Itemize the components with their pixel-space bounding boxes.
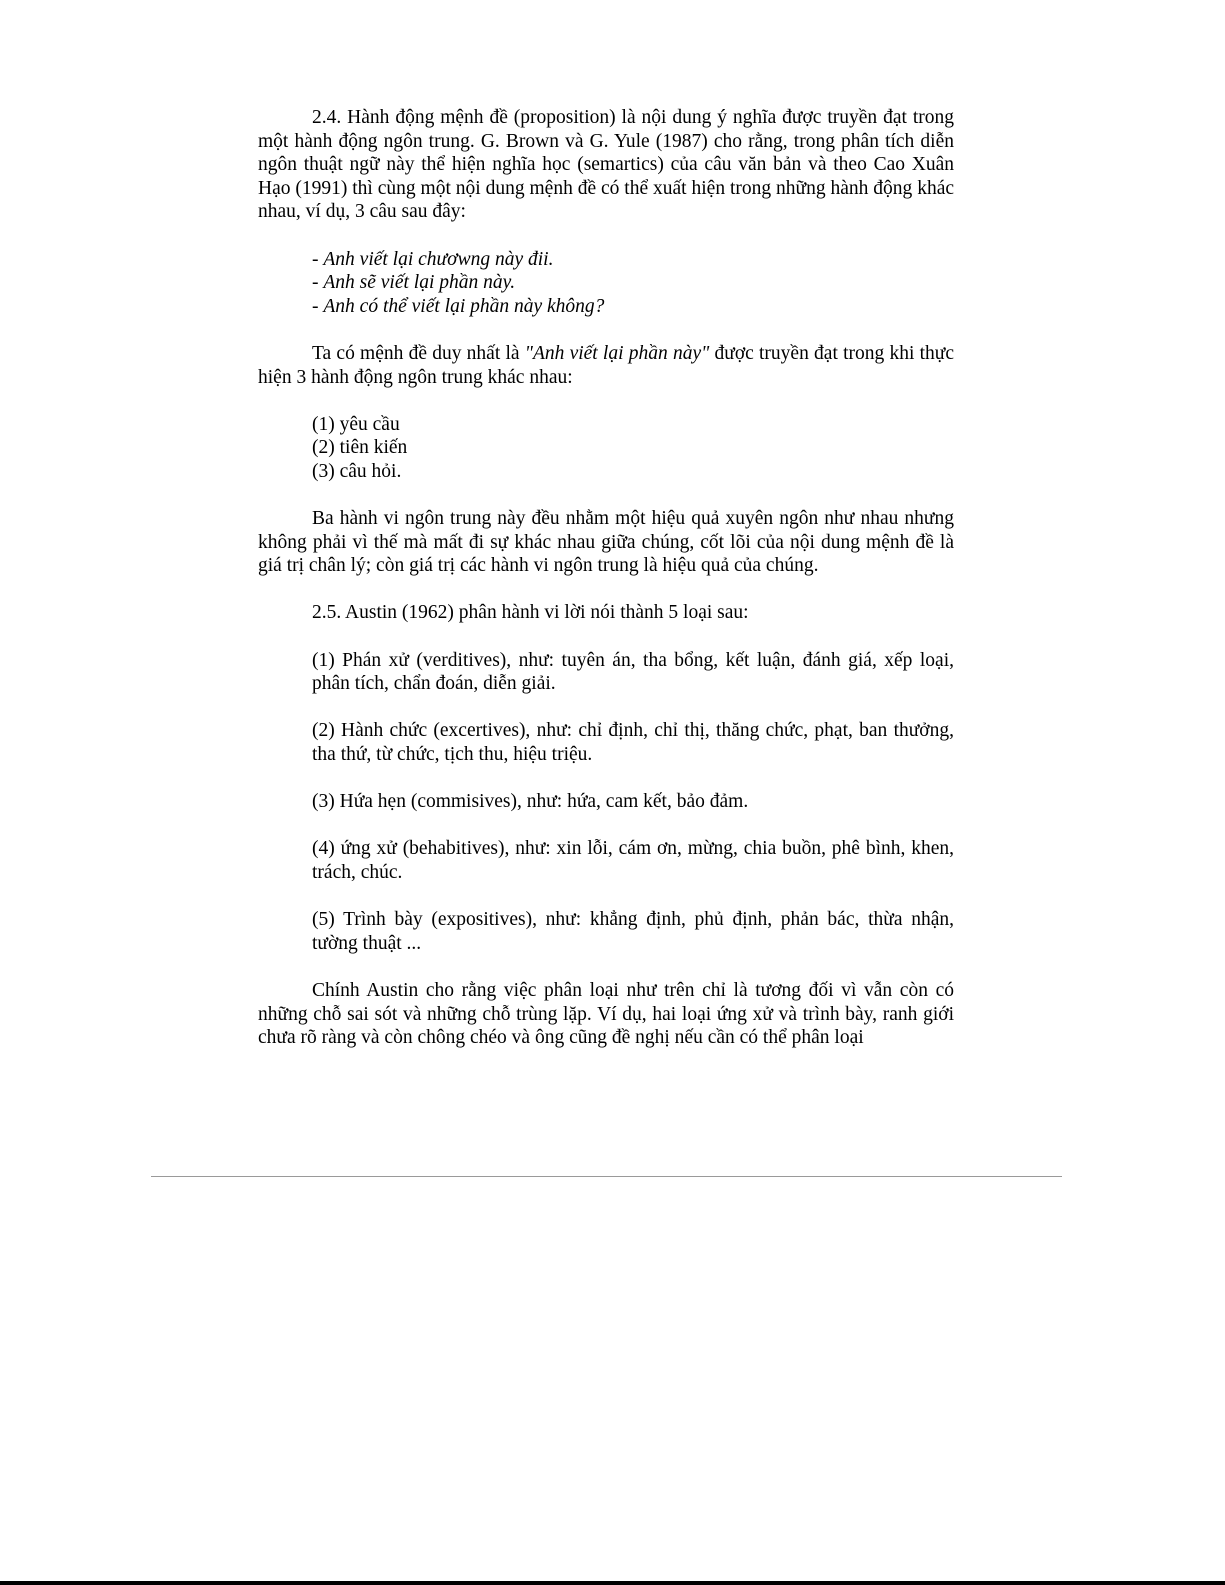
list-item: (3) câu hỏi. xyxy=(312,460,402,482)
paragraph-chinh-austin: Chính Austin cho rằng việc phân loại như trên chỉ là tương đối vì vẫn còn có những chỗ sai sót và những chỗ trùng lặp. Ví dụ, hai loại ứng xử và trình bày, ranh giới chưa rõ ràng và còn chông chéo và ông cũng đề nghị nếu cần có thể phân loại xyxy=(258,979,954,1049)
example-sentences xyxy=(258,248,954,319)
austin-category: (5) Trình bày (expositives), như: khẳng định, phủ định, phản bác, thừa nhận, tường thuật ... xyxy=(312,909,954,954)
bottom-edge-bar xyxy=(0,1581,1225,1585)
austin-category: (1) Phán xử (verditives), như: tuyên án, tha bổng, kết luận, đánh giá, xếp loại, phân tích, chẩn đoán, diễn giải. xyxy=(312,649,954,695)
page-divider xyxy=(151,1176,1062,1177)
speech-act-list xyxy=(258,413,954,484)
paragraph-ba-hanh-vi: Ba hành vi ngôn trung này đều nhằm một hiệu quả xuyên ngôn như nhau nhưng không phải vì thế mà mất đi sự khác nhau giữa chúng, cốt lõi của nội dung mệnh đề là giá trị chân lý; còn giá trị các hành vi ngôn trung là hiệu quả của chúng. xyxy=(258,508,954,577)
example-item: - Anh viết lại chươwng này đii. xyxy=(312,248,554,270)
example-item: - Anh có thể viết lại phần này không? xyxy=(312,295,605,317)
example-item: - Anh sẽ viết lại phần này. xyxy=(312,272,516,294)
quoted-proposition: "Anh viết lại phần này" xyxy=(524,342,710,364)
list-item: (1) yêu cầu xyxy=(312,413,400,435)
document-body xyxy=(258,106,954,1050)
paragraph-2-4: 2.4. Hành động mệnh đề (proposition) là nội dung ý nghĩa được truyền đạt trong một hành động ngôn trung. G. Brown và G. Yule (1987) cho rằng, trong phân tích diễn ngôn thuật ngữ này thể hiện nghĩa học (semartics) của câu văn bản và theo Cao Xuân Hạo (1991) thì cùng một nội dung mệnh đề có thể xuất hiện trong những hành động khác nhau, ví dụ, 3 câu sau đây: xyxy=(258,107,954,223)
austin-category: (3) Hứa hẹn (commisives), như: hứa, cam kết, bảo đảm. xyxy=(312,791,749,813)
austin-category: (2) Hành chức (excertives), như: chỉ định, chỉ thị, thăng chức, phạt, ban thưởng, tha thứ, từ chức, tịch thu, hiệu triệu. xyxy=(312,720,954,766)
paragraph-ta-co: Ta có mệnh đề duy nhất là "Anh viết lại phần này" được truyền đạt trong khi thực hiện 3 hành động ngôn trung khác nhau: xyxy=(258,342,954,388)
austin-category: (4) ứng xử (behabitives), như: xin lỗi, cám ơn, mừng, chia buồn, phê bình, khen, trách, chúc. xyxy=(312,838,954,883)
paragraph-2-5: 2.5. Austin (1962) phân hành vi lời nói thành 5 loại sau: xyxy=(312,602,749,624)
list-item: (2) tiên kiến xyxy=(312,437,408,459)
